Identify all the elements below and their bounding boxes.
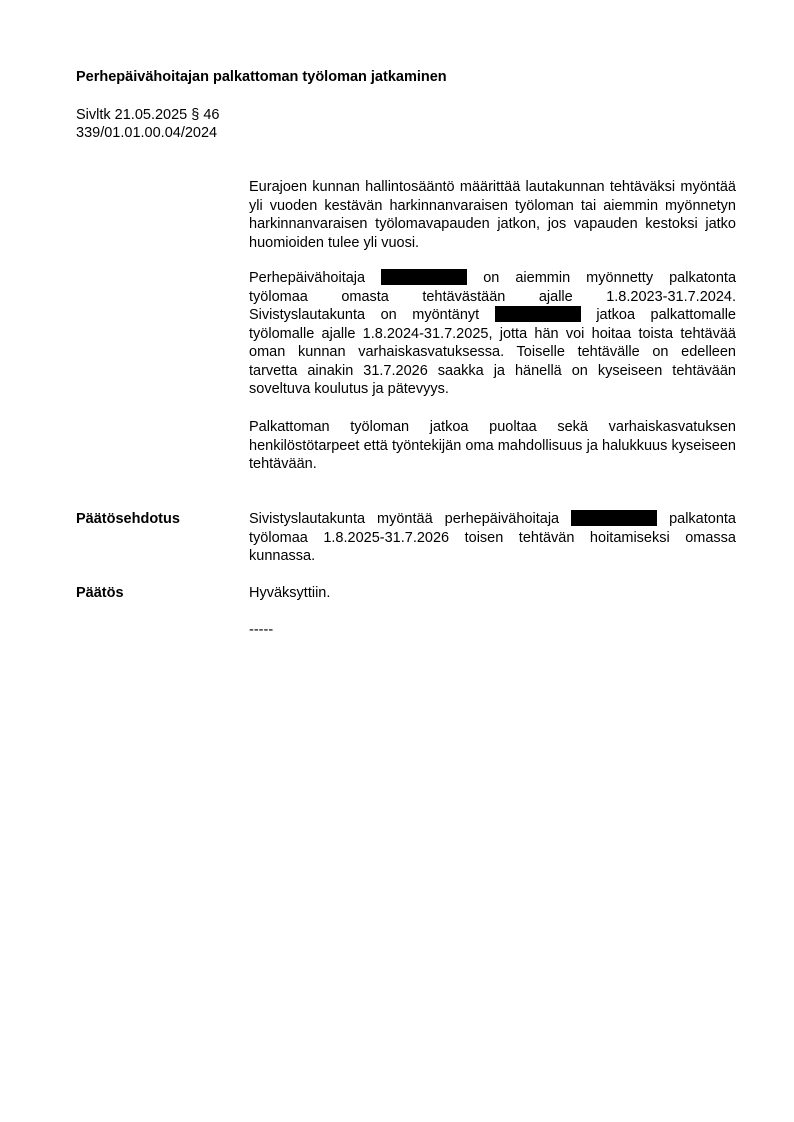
paragraph-text-part: jatkoa palkattomalle työlomalle ajalle 1.8.2024-31.7.2025, jotta hän voi hoitaa toista tehtävää oman kunnan varhaiskasvatuksessa. Toiselle tehtävälle on edelleen tarvetta ainakin 31.7.2026 saakka ja hänellä on kyseiseen tehtävään soveltuva koulutus ja pätevyys. — [249, 307, 736, 397]
end-marker — [249, 621, 736, 640]
paragraph-justification — [249, 418, 736, 474]
paragraph-text: Eurajoen kunnan hallintosääntö määrittää lautakunnan tehtäväksi myöntää yli vuoden kestävän harkinnanvaraisen työloman tai aiemmin myönnetyn harkinnanvaraisen työlomavapauden jatkon, jos vapauden kestoksi jatko huomioiden tulee yli vuosi. — [249, 179, 736, 251]
paragraph-text: Hyväksyttiin. — [249, 585, 331, 601]
end-marker-text: ----- — [249, 622, 274, 638]
paragraph-text-part: Perhepäivähoitaja — [249, 270, 366, 286]
document-title: Perhepäivähoitajan palkattoman työloman jatkaminen — [76, 69, 447, 85]
paragraph-hallintosaanto — [249, 178, 736, 252]
paragraph-text: Palkattoman työloman jatkoa puoltaa sekä varhaiskasvatuksen henkilöstötarpeet että työntekijän oma mahdollisuus ja halukkuus kyseiseen tehtävään. — [249, 419, 736, 472]
paragraph-text — [249, 269, 736, 399]
proposal-text — [249, 510, 736, 566]
redacted-name — [571, 510, 657, 526]
paragraph-text-part: on aiemmin myönnetty palkatonta työlomaa omasta tehtävästään ajalle 1.8.2023-31.7.2024. Sivistyslautakunta on myöntänyt — [249, 270, 737, 323]
redacted-name — [381, 269, 467, 285]
paragraph-text-part: palkatonta työlomaa 1.8.2025-31.7.2026 toisen tehtävän hoitamiseksi omassa kunnassa. — [249, 511, 736, 564]
document-reference — [76, 106, 220, 142]
redacted-name — [495, 306, 581, 322]
decision-text — [249, 584, 736, 603]
case-number: 339/01.01.00.04/2024 — [76, 125, 218, 141]
paragraph-text — [249, 510, 736, 566]
meeting-reference: Sivltk 21.05.2025 § 46 — [76, 107, 220, 123]
proposal-label: Päätösehdotus — [76, 511, 180, 527]
paragraph-text-part: Sivistyslautakunta myöntää perhepäivähoitaja — [249, 511, 560, 527]
decision-label: Päätös — [76, 585, 124, 601]
paragraph-background — [249, 269, 736, 399]
